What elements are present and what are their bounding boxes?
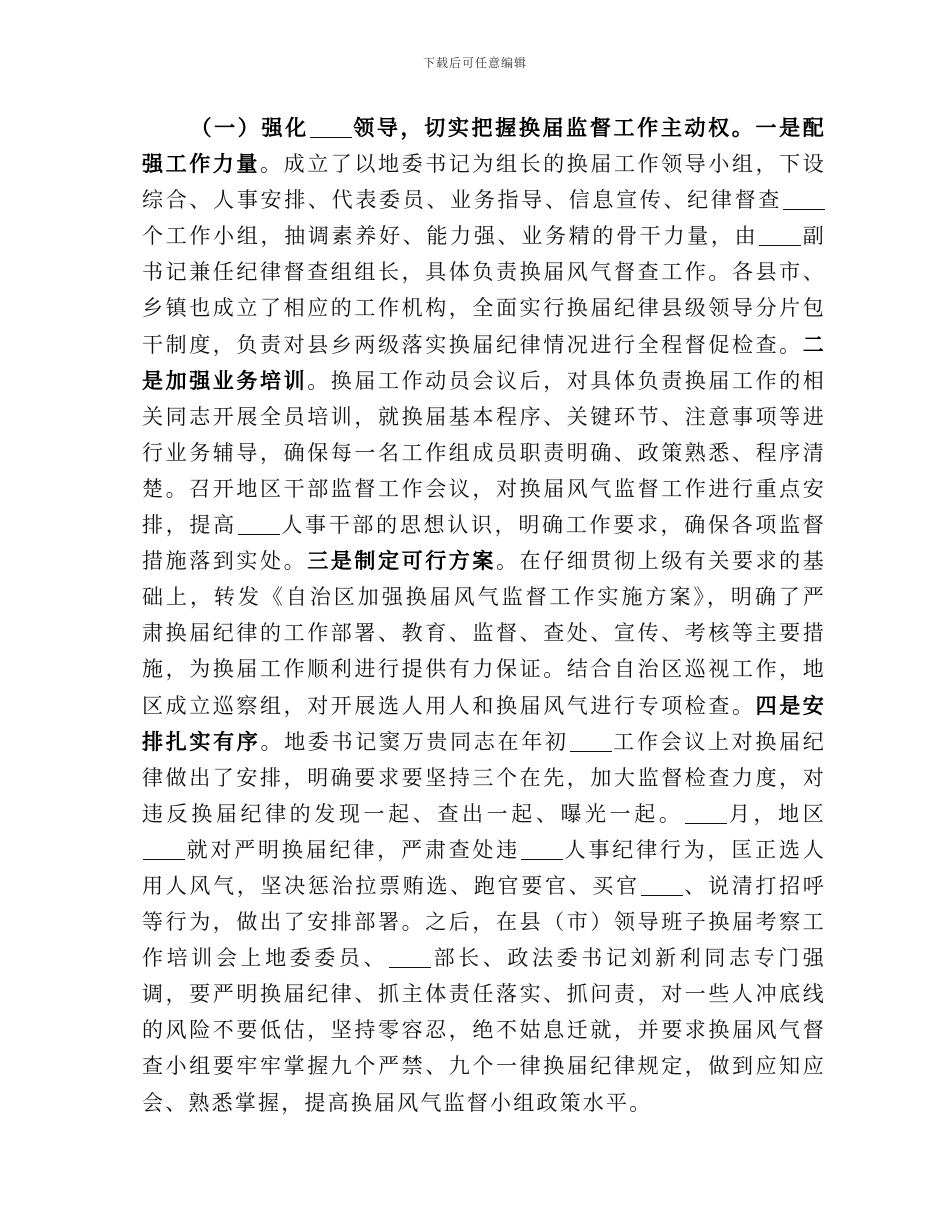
blank-field [783, 188, 825, 210]
point4-title: 四是安排扎实有序 [142, 692, 826, 754]
blank-field [641, 874, 683, 896]
blank-field [521, 838, 563, 860]
point4-text-g: 部长、政法委书记刘新利同志专门强调，要严明换届纪律、抓主体责任落实、抓问责，对一些人冲底线的风险不要低估，坚持零容忍，绝不姑息迁就，并要求换届风气督查小组要牢牢掌握九个严禁、九个一律换届纪律规定，做到应知应会、熟悉掌握，提高换届风气监督小组政策水平。 [142, 946, 826, 1115]
body-paragraph [142, 110, 826, 1121]
point1-text-c: 副书记兼任纪律督查组组长，具体负责换届风气督查工作。各县市、乡镇也成立了相应的工作机构，全面实行换届纪律县级领导分片包干制度，负责对县乡两级落实换届纪律情况进行全程督促检查。 [142, 224, 827, 357]
page-header-note: 下载后可任意编辑 [422, 56, 527, 70]
section-heading-part1: （一）强化 [190, 115, 309, 140]
point4-text-e: 人事纪律行为，匡正选人用人风气，坚决惩治拉票贿选、跑官要官、买官 [142, 837, 826, 898]
point3-text: 。在仔细贯彻上级有关要求的基础上，转发《自治区加强换届风气监督工作实施方案》，明确了严肃换届纪律的工作部署、教育、监督、查处、宣传、考核等主要措施，为换届工作顺利进行提供有力保证。结合自治区巡视工作，地区成立巡察组，对开展选人用人和换届风气进行专项检查。 [142, 549, 826, 718]
blank-field [143, 838, 185, 860]
blank-field [389, 946, 431, 968]
point1-text-b: 个工作小组，抽调素养好、能力强、业务精的骨干力量，由 [142, 224, 759, 249]
point1-text-a: 。成立了以地委书记为组长的换届工作领导小组，下设综合、人事安排、代表委员、业务指导、信息宣传、纪律督查 [142, 152, 826, 213]
point4-text-b: 工作会议上对换届纪律做出了安排，明确要求要坚持三个在先，加大监督检查力度，对违反换届纪律的发现一起、查出一起、曝光一起。 [142, 729, 826, 826]
point4-text-d: 就对严明换届纪律，严肃查处违 [186, 837, 521, 862]
blank-field [310, 116, 352, 138]
point1-title: 一是配强工作力量 [142, 115, 826, 177]
point4-text-c: 月，地区 [727, 801, 826, 826]
point2-title: 二是加强业务培训 [142, 331, 826, 393]
blank-field [685, 802, 727, 824]
point3-title: 三是制定可行方案 [307, 548, 496, 574]
point4-text-a: 。地委书记窦万贵同志在年初 [260, 729, 569, 754]
blank-field [570, 730, 612, 752]
blank-field [238, 513, 280, 535]
section-heading-part2: 领导，切实把握换届监督工作主动权。 [352, 115, 756, 140]
blank-field [759, 224, 801, 246]
point4-text-f: 、说清打招呼等行为，做出了安排部署。之后，在县（市）领导班子换届考察工作培训会上地委委员、 [142, 873, 827, 971]
point2-text-a: 。换届工作动员会议后，对具体负责换届工作的相关同志开展全员培训，就换届基本程序、关键环节、注意事项等进行业务辅导，确保每一名工作组成员职责明确、政策熟悉、程序清楚。召开地区干部监督工作会议，对换届风气监督工作进行重点安排，提高 [142, 368, 826, 538]
point2-text-b: 人事干部的思想认识，明确工作要求，确保各项监督措施落到实处。 [142, 513, 826, 574]
